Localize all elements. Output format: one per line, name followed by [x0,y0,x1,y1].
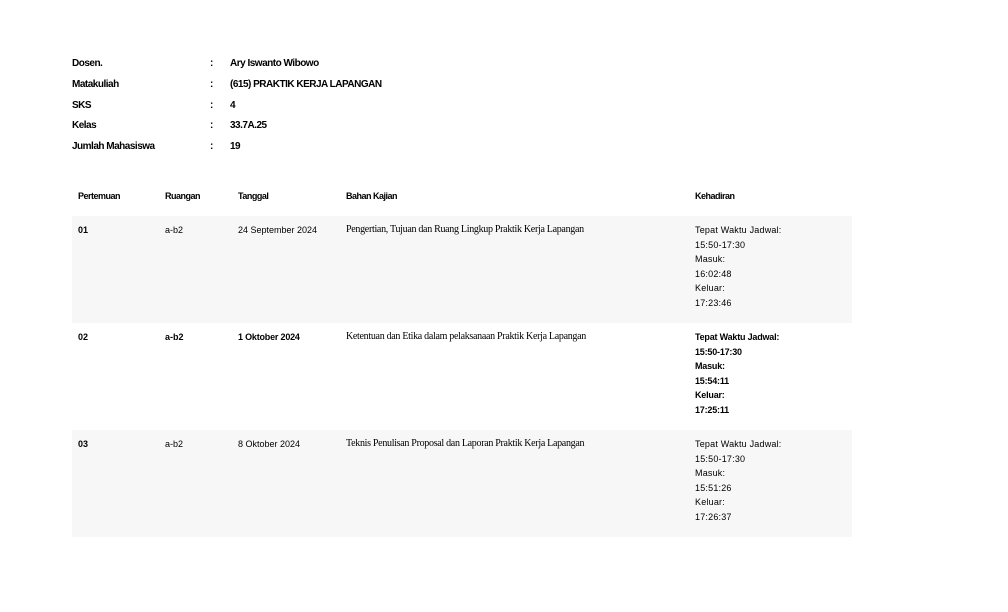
attendance-line: Masuk: [695,254,726,265]
header-tanggal: Tanggal [238,191,269,201]
cell-ruangan: a-b2 [165,439,184,449]
info-colon: : [210,58,213,69]
cell-pertemuan: 03 [78,439,89,449]
info-label: SKS [72,99,92,111]
table-row [72,323,852,430]
attendance-line: Masuk: [695,468,726,479]
cell-tanggal: 1 Oktober 2024 [238,332,300,342]
cell-bahan-kajian: Ketentuan dan Etika dalam pelaksanaan Praktik Kerja Lapangan [346,331,586,342]
header-ruangan: Ruangan [165,191,201,201]
table-row [72,430,852,537]
cell-tanggal: 8 Oktober 2024 [238,439,301,449]
attendance-line: 15:54:11 [695,375,729,386]
info-colon: : [210,141,213,153]
info-label: Matakuliah [72,78,119,90]
info-value: (615) PRAKTIK KERJA LAPANGAN [230,78,382,90]
attendance-line: Tepat Waktu Jadwal: [695,332,780,342]
cell-pertemuan: 02 [78,332,89,342]
attendance-line: 15:51:26 [695,482,732,493]
attendance-line: 17:23:46 [695,297,732,308]
attendance-line: 17:25:11 [695,404,729,415]
attendance-line: Tepat Waktu Jadwal: [695,439,782,449]
header-bahan-kajian: Bahan Kajian [346,191,398,201]
table-row [72,216,852,323]
attendance-line: 15:50-17:30 [695,239,746,250]
info-value: 4 [230,99,236,111]
attendance-line: 15:50-17:30 [695,453,746,464]
header-kehadiran: Kehadiran [695,191,735,201]
attendance-line: Keluar: [695,497,725,508]
header-pertemuan: Pertemuan [78,191,121,201]
attendance-line: 15:50-17:30 [695,346,742,357]
info-value: 19 [230,141,241,153]
cell-kehadiran [695,223,782,311]
info-colon: : [210,120,213,132]
cell-kehadiran [695,437,782,525]
attendance-line: Tepat Waktu Jadwal: [695,225,782,235]
cell-ruangan: a-b2 [165,225,184,235]
cell-pertemuan: 01 [78,225,89,235]
info-colon: : [210,99,213,111]
attendance-line: 16:02:48 [695,268,732,279]
cell-kehadiran [695,330,779,418]
table-header [72,182,852,216]
attendance-line: Keluar: [695,390,725,401]
cell-ruangan: a-b2 [165,332,184,342]
cell-tanggal: 24 September 2024 [238,225,318,235]
attendance-line: 17:26:37 [695,511,732,522]
info-label: Kelas [72,120,97,132]
cell-bahan-kajian: Teknis Penulisan Proposal dan Laporan Praktik Kerja Lapangan [346,438,585,449]
info-label: Jumlah Mahasiswa [72,141,155,153]
info-value: 33.7A.25 [230,120,267,132]
info-colon: : [210,78,213,90]
info-value: Ary Iswanto Wibowo [230,58,319,69]
attendance-table [72,182,852,537]
info-label: Dosen. [72,58,103,69]
attendance-line: Keluar: [695,283,725,294]
cell-bahan-kajian: Pengertian, Tujuan dan Ruang Lingkup Praktik Kerja Lapangan [346,224,584,235]
attendance-line: Masuk: [695,361,725,372]
